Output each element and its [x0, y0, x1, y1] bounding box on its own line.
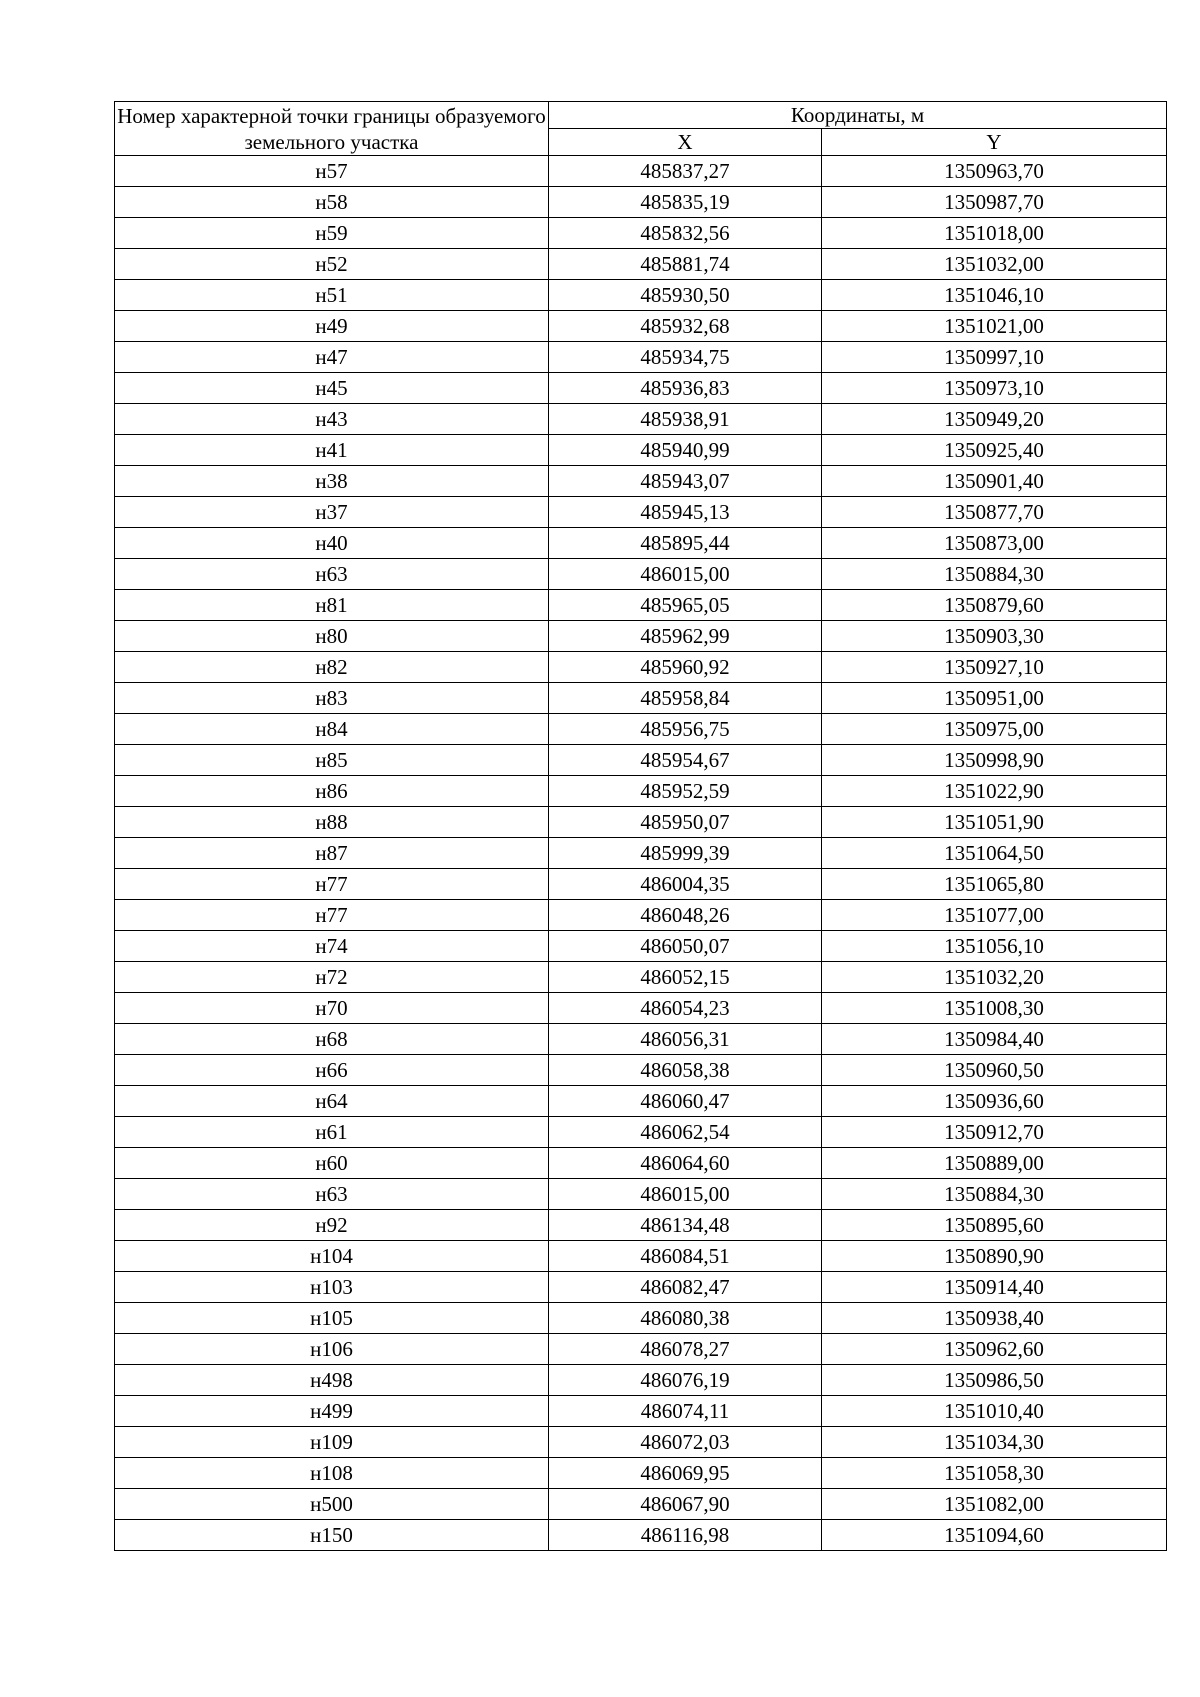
point-number-cell: н59 [115, 218, 549, 249]
x-coordinate-cell: 486116,98 [549, 1520, 822, 1551]
y-coordinate-cell: 1351034,30 [822, 1427, 1167, 1458]
y-coordinate-cell: 1350936,60 [822, 1086, 1167, 1117]
y-coordinate-cell: 1350960,50 [822, 1055, 1167, 1086]
point-number-cell: н63 [115, 559, 549, 590]
x-coordinate-cell: 485940,99 [549, 435, 822, 466]
y-coordinate-cell: 1350879,60 [822, 590, 1167, 621]
point-number-cell: н104 [115, 1241, 549, 1272]
x-coordinate-cell: 486060,47 [549, 1086, 822, 1117]
y-coordinate-cell: 1350890,90 [822, 1241, 1167, 1272]
y-coordinate-cell: 1351077,00 [822, 900, 1167, 931]
table-row [115, 249, 1167, 280]
point-number-cell: н109 [115, 1427, 549, 1458]
point-number-cell: н49 [115, 311, 549, 342]
point-number-cell: н70 [115, 993, 549, 1024]
x-coordinate-cell: 485945,13 [549, 497, 822, 528]
y-coordinate-cell: 1351051,90 [822, 807, 1167, 838]
table-row [115, 1210, 1167, 1241]
table-row [115, 683, 1167, 714]
y-coordinate-cell: 1350927,10 [822, 652, 1167, 683]
point-number-cell: н83 [115, 683, 549, 714]
table-row [115, 435, 1167, 466]
point-number-cell: н37 [115, 497, 549, 528]
point-number-cell: н45 [115, 373, 549, 404]
y-coordinate-cell: 1351018,00 [822, 218, 1167, 249]
y-coordinate-cell: 1350877,70 [822, 497, 1167, 528]
y-coordinate-cell: 1350903,30 [822, 621, 1167, 652]
y-coordinate-cell: 1350925,40 [822, 435, 1167, 466]
y-coordinate-cell: 1350984,40 [822, 1024, 1167, 1055]
x-column-header: X [549, 129, 822, 156]
table-row [115, 900, 1167, 931]
x-coordinate-cell: 486084,51 [549, 1241, 822, 1272]
y-coordinate-cell: 1350895,60 [822, 1210, 1167, 1241]
point-number-cell: н57 [115, 156, 549, 187]
table-row [115, 404, 1167, 435]
point-number-cell: н86 [115, 776, 549, 807]
y-coordinate-cell: 1350938,40 [822, 1303, 1167, 1334]
x-coordinate-cell: 485950,07 [549, 807, 822, 838]
point-number-cell: н92 [115, 1210, 549, 1241]
x-coordinate-cell: 485835,19 [549, 187, 822, 218]
table-row [115, 714, 1167, 745]
table-row [115, 962, 1167, 993]
table-row [115, 838, 1167, 869]
x-coordinate-cell: 486080,38 [549, 1303, 822, 1334]
table-row [115, 311, 1167, 342]
point-number-cell: н51 [115, 280, 549, 311]
table-row [115, 1396, 1167, 1427]
y-coordinate-cell: 1351032,20 [822, 962, 1167, 993]
x-coordinate-cell: 486072,03 [549, 1427, 822, 1458]
table-row [115, 342, 1167, 373]
y-column-header: Y [822, 129, 1167, 156]
x-coordinate-cell: 486052,15 [549, 962, 822, 993]
table-row [115, 466, 1167, 497]
table-row [115, 776, 1167, 807]
table-row [115, 1303, 1167, 1334]
x-coordinate-cell: 486004,35 [549, 869, 822, 900]
point-number-cell: н105 [115, 1303, 549, 1334]
table-row [115, 218, 1167, 249]
table-row [115, 280, 1167, 311]
point-number-header: Номер характерной точки границы образуемого земельного участка [115, 102, 549, 156]
y-coordinate-cell: 1351008,30 [822, 993, 1167, 1024]
coordinates-table-body [115, 102, 1167, 1551]
x-coordinate-cell: 485932,68 [549, 311, 822, 342]
y-coordinate-cell: 1350962,60 [822, 1334, 1167, 1365]
table-row [115, 1241, 1167, 1272]
point-number-cell: н64 [115, 1086, 549, 1117]
point-number-cell: н43 [115, 404, 549, 435]
table-row [115, 590, 1167, 621]
x-coordinate-cell: 485943,07 [549, 466, 822, 497]
table-row [115, 1148, 1167, 1179]
table-row [115, 1334, 1167, 1365]
y-coordinate-cell: 1350901,40 [822, 466, 1167, 497]
table-row [115, 1272, 1167, 1303]
x-coordinate-cell: 485895,44 [549, 528, 822, 559]
y-coordinate-cell: 1351056,10 [822, 931, 1167, 962]
point-number-cell: н77 [115, 900, 549, 931]
x-coordinate-cell: 485965,05 [549, 590, 822, 621]
point-number-cell: н84 [115, 714, 549, 745]
table-row [115, 1520, 1167, 1551]
table-row [115, 1489, 1167, 1520]
x-coordinate-cell: 485936,83 [549, 373, 822, 404]
y-coordinate-cell: 1350963,70 [822, 156, 1167, 187]
point-number-cell: н63 [115, 1179, 549, 1210]
y-coordinate-cell: 1351046,10 [822, 280, 1167, 311]
y-coordinate-cell: 1350975,00 [822, 714, 1167, 745]
table-row [115, 497, 1167, 528]
table-row [115, 807, 1167, 838]
y-coordinate-cell: 1350873,00 [822, 528, 1167, 559]
point-number-cell: н500 [115, 1489, 549, 1520]
table-row [115, 1179, 1167, 1210]
x-coordinate-cell: 486078,27 [549, 1334, 822, 1365]
point-number-cell: н108 [115, 1458, 549, 1489]
table-row [115, 931, 1167, 962]
point-number-cell: н66 [115, 1055, 549, 1086]
x-coordinate-cell: 485934,75 [549, 342, 822, 373]
x-coordinate-cell: 486048,26 [549, 900, 822, 931]
x-coordinate-cell: 486058,38 [549, 1055, 822, 1086]
table-row [115, 1458, 1167, 1489]
point-number-cell: н40 [115, 528, 549, 559]
table-row [115, 1024, 1167, 1055]
y-coordinate-cell: 1350912,70 [822, 1117, 1167, 1148]
y-coordinate-cell: 1351021,00 [822, 311, 1167, 342]
point-number-cell: н498 [115, 1365, 549, 1396]
point-number-cell: н58 [115, 187, 549, 218]
table-row [115, 1365, 1167, 1396]
y-coordinate-cell: 1351022,90 [822, 776, 1167, 807]
point-number-cell: н38 [115, 466, 549, 497]
y-coordinate-cell: 1351064,50 [822, 838, 1167, 869]
point-number-cell: н106 [115, 1334, 549, 1365]
x-coordinate-cell: 486056,31 [549, 1024, 822, 1055]
y-coordinate-cell: 1350951,00 [822, 683, 1167, 714]
x-coordinate-cell: 485832,56 [549, 218, 822, 249]
point-number-cell: н60 [115, 1148, 549, 1179]
x-coordinate-cell: 485930,50 [549, 280, 822, 311]
table-row [115, 652, 1167, 683]
table-row [115, 1055, 1167, 1086]
x-coordinate-cell: 486134,48 [549, 1210, 822, 1241]
x-coordinate-cell: 486050,07 [549, 931, 822, 962]
table-row [115, 1117, 1167, 1148]
y-coordinate-cell: 1351094,60 [822, 1520, 1167, 1551]
y-coordinate-cell: 1351010,40 [822, 1396, 1167, 1427]
x-coordinate-cell: 485881,74 [549, 249, 822, 280]
y-coordinate-cell: 1350884,30 [822, 559, 1167, 590]
point-number-cell: н61 [115, 1117, 549, 1148]
table-row [115, 745, 1167, 776]
point-number-cell: н52 [115, 249, 549, 280]
x-coordinate-cell: 486064,60 [549, 1148, 822, 1179]
x-coordinate-cell: 486076,19 [549, 1365, 822, 1396]
x-coordinate-cell: 485956,75 [549, 714, 822, 745]
point-number-cell: н47 [115, 342, 549, 373]
y-coordinate-cell: 1351032,00 [822, 249, 1167, 280]
header-row [115, 102, 1167, 129]
x-coordinate-cell: 485999,39 [549, 838, 822, 869]
point-number-cell: н103 [115, 1272, 549, 1303]
point-number-cell: н77 [115, 869, 549, 900]
x-coordinate-cell: 485962,99 [549, 621, 822, 652]
x-coordinate-cell: 486015,00 [549, 559, 822, 590]
x-coordinate-cell: 486062,54 [549, 1117, 822, 1148]
x-coordinate-cell: 485958,84 [549, 683, 822, 714]
x-coordinate-cell: 485837,27 [549, 156, 822, 187]
point-number-cell: н87 [115, 838, 549, 869]
point-number-cell: н81 [115, 590, 549, 621]
y-coordinate-cell: 1350949,20 [822, 404, 1167, 435]
point-number-cell: н85 [115, 745, 549, 776]
point-number-cell: н80 [115, 621, 549, 652]
point-number-cell: н499 [115, 1396, 549, 1427]
y-coordinate-cell: 1350973,10 [822, 373, 1167, 404]
point-number-cell: н74 [115, 931, 549, 962]
y-coordinate-cell: 1350986,50 [822, 1365, 1167, 1396]
table-row [115, 559, 1167, 590]
x-coordinate-cell: 486074,11 [549, 1396, 822, 1427]
table-row [115, 373, 1167, 404]
x-coordinate-cell: 486069,95 [549, 1458, 822, 1489]
x-coordinate-cell: 485938,91 [549, 404, 822, 435]
point-number-cell: н88 [115, 807, 549, 838]
table-row [115, 621, 1167, 652]
x-coordinate-cell: 486067,90 [549, 1489, 822, 1520]
table-row [115, 187, 1167, 218]
table-row [115, 869, 1167, 900]
coordinates-group-header: Координаты, м [549, 102, 1167, 129]
point-number-cell: н68 [115, 1024, 549, 1055]
x-coordinate-cell: 485952,59 [549, 776, 822, 807]
x-coordinate-cell: 486054,23 [549, 993, 822, 1024]
table-row [115, 528, 1167, 559]
point-number-cell: н72 [115, 962, 549, 993]
point-number-cell: н41 [115, 435, 549, 466]
y-coordinate-cell: 1350889,00 [822, 1148, 1167, 1179]
table-row [115, 993, 1167, 1024]
y-coordinate-cell: 1350884,30 [822, 1179, 1167, 1210]
x-coordinate-cell: 486082,47 [549, 1272, 822, 1303]
y-coordinate-cell: 1351065,80 [822, 869, 1167, 900]
point-number-cell: н82 [115, 652, 549, 683]
y-coordinate-cell: 1351082,00 [822, 1489, 1167, 1520]
table-row [115, 1086, 1167, 1117]
y-coordinate-cell: 1351058,30 [822, 1458, 1167, 1489]
table-row [115, 156, 1167, 187]
point-number-cell: н150 [115, 1520, 549, 1551]
y-coordinate-cell: 1350998,90 [822, 745, 1167, 776]
x-coordinate-cell: 486015,00 [549, 1179, 822, 1210]
y-coordinate-cell: 1350987,70 [822, 187, 1167, 218]
table-row [115, 1427, 1167, 1458]
x-coordinate-cell: 485954,67 [549, 745, 822, 776]
y-coordinate-cell: 1350997,10 [822, 342, 1167, 373]
y-coordinate-cell: 1350914,40 [822, 1272, 1167, 1303]
coordinates-table [114, 101, 1167, 1551]
x-coordinate-cell: 485960,92 [549, 652, 822, 683]
